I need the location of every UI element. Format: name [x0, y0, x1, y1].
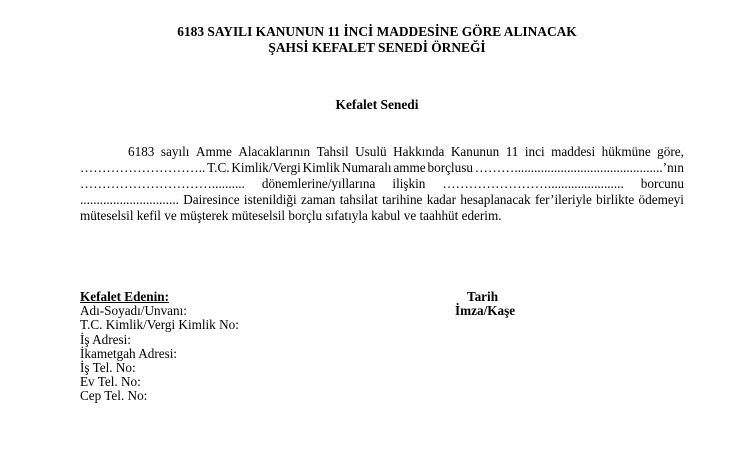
sentence: müteselsil kefil ve müşterek müteselsil borçlu sıfatıyla kabul ve taahhüt ederim. [80, 208, 502, 223]
word: kadar [426, 192, 457, 207]
document-subtitle: Kefalet Senedi [335, 97, 419, 112]
word: fer’ileriyle [534, 192, 592, 207]
word: Kimlik [302, 160, 340, 175]
signature-stamp-label: İmza/Kaşe [455, 303, 516, 319]
word: Alacaklarının [238, 144, 311, 159]
word: inci [524, 144, 545, 159]
date-label: Tarih [467, 289, 499, 304]
body-paragraph-line-5 [80, 208, 684, 224]
field-home-address: İkametgah Adresi: [80, 345, 178, 361]
blank-field: ……………………....................... [442, 176, 624, 191]
signature-block [444, 290, 515, 318]
guarantor-info-block [80, 290, 239, 404]
field-id-number: T.C. Kimlik/Vergi Kimlik No: [80, 317, 239, 333]
blank-field: ……………………….. [80, 160, 206, 175]
word: göre, [657, 144, 684, 159]
word: maddesi [551, 144, 596, 159]
field-work-address: İş Adresi: [80, 331, 131, 347]
word: birlikte [596, 192, 635, 207]
field-home-phone: Ev Tel. No: [80, 374, 141, 390]
document-title-line-2: ŞAHSİ KEFALET SENEDİ ÖRNEĞİ [268, 40, 486, 55]
word: hükmüne [601, 144, 651, 159]
field-work-phone: İş Tel. No: [80, 360, 136, 376]
word: Kanunun [450, 144, 500, 159]
word: zaman [300, 192, 336, 207]
body-paragraph-line-3 [80, 176, 684, 192]
body-paragraph-line-2 [80, 160, 684, 176]
word: Dairesince [183, 192, 240, 207]
word: Numaralı [341, 160, 392, 175]
word: 11 [505, 144, 519, 159]
body-paragraph-line-4 [80, 192, 684, 208]
word: hesaplanacak [460, 192, 531, 207]
word: borcunu [640, 176, 684, 191]
word: Amme [195, 144, 232, 159]
word: dönemlerine/yıllarına [261, 176, 376, 191]
blank-field: ……….............................................’nın [474, 160, 684, 175]
word: Usulü [355, 144, 387, 159]
blank-field: .............................. [80, 192, 179, 207]
word: amme [393, 160, 426, 175]
field-mobile-phone: Cep Tel. No: [80, 388, 148, 404]
word: ödemeyi [638, 192, 684, 207]
word: istenildiği [243, 192, 297, 207]
word: T.C. [207, 160, 230, 175]
document-title-line-1: 6183 SAYILI KANUNUN 11 İNCİ MADDESİNE GÖRE ALINACAK [177, 24, 577, 39]
word: borçlusu [427, 160, 473, 175]
word: ilişkin [392, 176, 426, 191]
word: Hakkında [393, 144, 445, 159]
word: tarihine [382, 192, 423, 207]
word: 6183 [128, 144, 155, 159]
word: tahsilat [339, 192, 378, 207]
guarantor-heading: Kefalet Edenin: [80, 289, 170, 304]
blank-field: ………………………….......... [80, 176, 245, 191]
field-name: Adı-Soyadı/Unvanı: [80, 303, 187, 319]
word: Kimlik/Vergi [231, 160, 301, 175]
word: Tahsil [316, 144, 349, 159]
body-paragraph-line-1 [128, 144, 684, 160]
word: sayılı [160, 144, 190, 159]
